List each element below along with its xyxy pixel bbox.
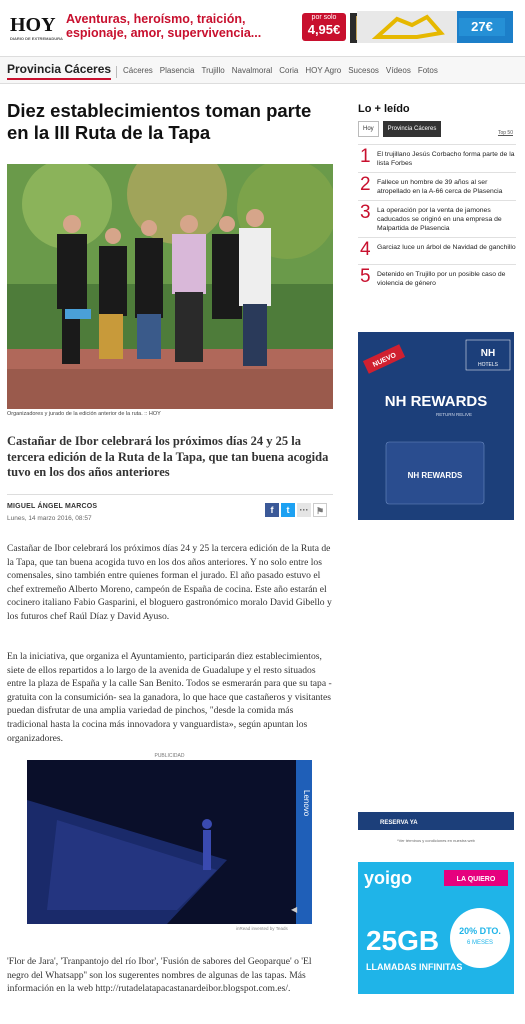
subsection-links	[116, 66, 438, 78]
yoigo-calls-line: LLAMADAS INFINITAS	[366, 962, 463, 972]
tab-provincia-caceres[interactable]: Provincia Cáceres	[383, 121, 442, 137]
rank-title[interactable]: Detenido en Trujillo por un posible caso de violencia de género	[377, 271, 506, 287]
nav-link-trujillo[interactable]: Trujillo	[201, 66, 225, 75]
promo-line-1: Aventuras, heroísmo, traición,	[66, 12, 246, 26]
publish-date: Lunes, 14 marzo 2016, 08:57	[7, 515, 92, 522]
top-50-link[interactable]: Top 50	[497, 130, 513, 136]
byline	[7, 494, 333, 524]
list-item[interactable]	[358, 200, 516, 237]
nav-link-plasencia[interactable]: Plasencia	[159, 66, 195, 75]
list-item[interactable]	[358, 237, 516, 264]
yoigo-discount: 20% DTO.	[459, 926, 501, 936]
site-logo[interactable]: HOY DIARIO DE EXTREMADURA	[10, 14, 56, 37]
svg-text:NH REWARDS: NH REWARDS	[407, 471, 463, 480]
twitter-share-icon[interactable]: t	[281, 503, 295, 517]
rank-number: 5	[360, 266, 371, 287]
reserve-button[interactable]: RESERVA YA	[380, 820, 418, 826]
rank-title[interactable]: El trujillano Jesús Corbacho forma parte de la lista Forbes	[377, 151, 515, 167]
volume-icon[interactable]: ◀	[291, 905, 298, 914]
nav-link-coria[interactable]: Coria	[279, 66, 299, 75]
ad-price: 27€	[459, 18, 505, 36]
list-item[interactable]	[358, 172, 516, 200]
article-subtitle: Castañar de Ibor celebrará los próximos días 24 y 25 la tercera edición de la Ruta de la Tapa, que tan buena acogida tuvo en los dos años anteriores	[7, 434, 329, 479]
yoigo-ad[interactable]	[358, 862, 514, 994]
nh-hotels-ad[interactable]	[358, 332, 514, 520]
section-title[interactable]: Provincia Cáceres	[7, 62, 111, 80]
bookmark-icon[interactable]: ⚑	[313, 503, 327, 517]
most-read-widget	[358, 103, 516, 287]
article-paragraph-3: 'Flor de Jara', 'Tranpantojo del río Ibor', 'Fusión de sabores del Geoparque' o 'El negro del Whatsapp'' son los sugerentes nombres de algunas de las tapas. Más información en la web http://rutadelatapacastanardeibor.blogspot.com.es/.	[7, 956, 312, 995]
svg-text:HOTELS: HOTELS	[477, 362, 499, 368]
rank-number: 1	[360, 146, 371, 167]
promo-price-label: por solo	[311, 14, 337, 21]
circuit-image	[357, 11, 457, 43]
yoigo-data-amount: 25GB	[366, 925, 440, 956]
article-photo[interactable]	[7, 164, 333, 409]
facebook-share-icon[interactable]: f	[265, 503, 279, 517]
lenovo-logo: Lenovo	[302, 790, 311, 817]
video-advertisement[interactable]	[27, 753, 312, 932]
share-buttons	[265, 503, 327, 517]
promo-banner[interactable]	[62, 11, 352, 43]
nav-link-caceres[interactable]: Cáceres	[123, 66, 153, 75]
article-paragraph-2: En la iniciativa, que organiza el Ayuntamiento, participarán diez establecimientos, siete de ellos repartidos a lo largo de la avenida de Guadalupe y el resto situados entre la plaza de España y la calle San Benito. Todos se esmerarán para que su tapa -gratuita con la consumición- sea la ganadora, lo que hace que castañeros y visitantes puedan disfrutar de una amplia variedad de pinchos, "desde la comida más tradicional hasta la cocina más innovadora y vanguardista», según apuntan los organizadores.	[7, 651, 332, 744]
yoigo-months: 6 MESES	[466, 940, 494, 946]
nh-reserve-strip[interactable]	[358, 812, 514, 848]
nav-link-navalmoral[interactable]: Navalmoral	[231, 66, 273, 75]
article-headline: Diez establecimientos toman parte en la III Ruta de la Tapa	[7, 100, 312, 143]
promo-line-2: espionaje, amor, supervivencia...	[66, 26, 262, 40]
rank-number: 4	[360, 239, 371, 260]
svg-text:NH: NH	[480, 348, 496, 359]
top-banner	[0, 0, 525, 52]
rank-number: 2	[360, 174, 371, 195]
article-paragraph-1: Castañar de Ibor celebrará los próximos días 24 y 25 la tercera edición de la Ruta de la Tapa, que tan buena acogida tuvo en los dos años anteriores. Y no solo entre los comensales, sino también entre quienes forman el jurado. El año pasado estuvo el chef extremeño Alberto Moreno, campeón de España de cocina. Este año estarán el cocinero italiano Fabio Gasparini, el bloguero gastronómico moralo David Gibello y los futuros chef Raúl Díaz y David Ayuso.	[7, 543, 332, 622]
rank-title[interactable]: Fallece un hombre de 39 años al ser atropellado en la A-66 cerca de Plasencia	[377, 179, 503, 195]
ad-footer: inRead invented by Teads	[236, 926, 288, 931]
rank-number: 3	[360, 202, 371, 223]
nav-link-fotos[interactable]: Fotos	[417, 66, 438, 75]
racing-ad-banner[interactable]	[357, 11, 513, 43]
most-read-list	[358, 144, 516, 292]
promo-price: 4,95€	[307, 22, 341, 37]
nh-terms: *Ver términos y condiciones en nuestra web	[397, 838, 475, 843]
new-badge: NUEVO	[371, 351, 398, 369]
yoigo-cta-button[interactable]: LA QUIERO	[456, 876, 496, 883]
list-item[interactable]	[358, 264, 516, 292]
rank-title[interactable]: Garciaz luce un árbol de Navidad de ganchillo	[377, 244, 516, 251]
section-nav	[0, 56, 525, 84]
yoigo-logo: yoigo	[364, 868, 412, 888]
ad-label: PUBLICIDAD	[154, 753, 185, 759]
logo-subtitle: DIARIO DE EXTREMADURA	[10, 36, 63, 41]
photo-caption: Organizadores y jurado de la edición anterior de la ruta. :: HOY	[7, 411, 161, 417]
tab-today[interactable]: Hoy	[358, 121, 379, 137]
most-read-title: Lo + leído	[358, 103, 410, 115]
more-share-icon[interactable]: ···	[297, 503, 311, 517]
nav-link-sucesos[interactable]: Sucesos	[348, 66, 379, 75]
author-name[interactable]: MIGUEL ÁNGEL MARCOS	[7, 503, 98, 510]
nh-rewards-title: NH REWARDS	[384, 393, 488, 410]
nav-link-hoy-agro[interactable]: HOY Agro	[305, 66, 342, 75]
list-item[interactable]	[358, 144, 516, 172]
nav-link-videos[interactable]: Vídeos	[385, 66, 411, 75]
most-read-tabs	[358, 121, 441, 137]
nh-tagline: RETURN RELIVE	[435, 412, 473, 417]
rank-title[interactable]: La operación por la venta de jamones caducados se originó en una empresa de Malpartida de Plasencia	[377, 207, 502, 232]
promo-price-badge	[302, 13, 346, 41]
